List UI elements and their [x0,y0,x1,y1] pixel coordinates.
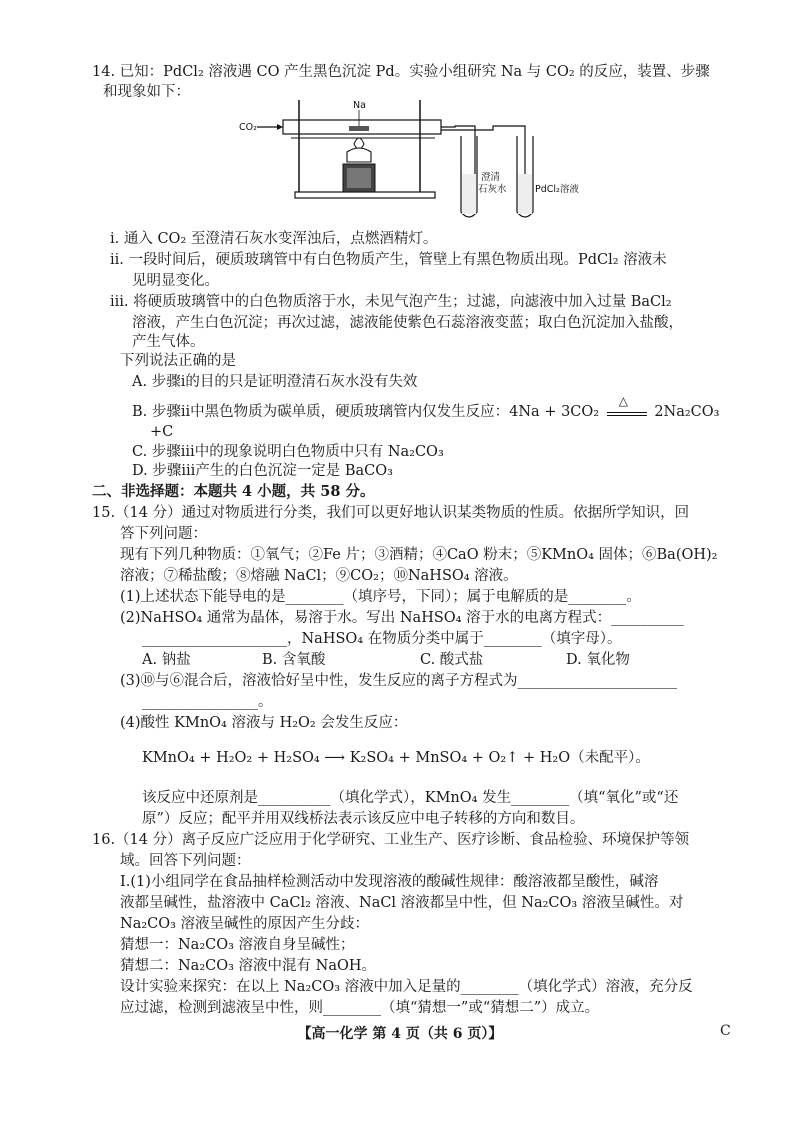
limewater-label-2: 石灰水 [478,184,507,195]
q15-part-3b: ________________。 [142,694,273,710]
q15-line-3: 现有下列几种物质：①氧气；②Fe 片；③酒精；④CaO 粉末；⑤KMnO₄ 固体；⑥Ba(OH)₂ [120,547,718,563]
q16-line-6: 设计实验来探究：在以上 Na₂CO₃ 溶液中加入足量的________（填化学式）溶液，充分反 [120,979,693,995]
q14-line-1: 14. 已知：PdCl₂ 溶液遇 CO 产生黑色沉淀 Pd。实验小组研究 Na 与 CO₂ 的反应，装置、步骤 [92,64,710,80]
q14-option-b-line1 [132,394,720,421]
q14-option-d: D. 步骤ⅲ产生的白色沉淀一定是 BaCO₃ [132,463,393,479]
apparatus-diagram [235,92,620,230]
q15-opt-b: B. 含氧酸 [262,652,326,668]
q14-step-3a: ⅲ. 将硬质玻璃管中的白色物质溶于水，未见气泡产生；过滤，向滤液中加入过量 BaCl₂ [110,294,672,310]
q14-option-a: A. 步骤ⅰ的目的只是证明澄清石灰水没有失效 [132,374,418,390]
q16-line-7: 应过滤，检测到滤液呈中性，则________（填“猜想一”或“猜想二”）成立。 [120,1000,600,1016]
q16-line-5: Na₂CO₃ 溶液呈碱性的原因产生分歧： [120,916,370,932]
q16-line-4: 液都呈碱性，盐溶液中 CaCl₂ 溶液、NaCl 溶液都呈中性，但 Na₂CO₃ 溶液呈碱性。对 [120,895,684,911]
q15-part-4a: 该反应中还原剂是__________（填化学式），KMnO₄ 发生________（填“氧化”或“还 [142,790,679,806]
section-2-heading: 二、非选择题：本题共 4 小题，共 58 分。 [92,483,375,500]
q15-part-4: (4)酸性 KMnO₄ 溶液与 H₂O₂ 会发生反应： [120,715,408,731]
q16-line-3: Ⅰ.(1)小组同学在食品抽样检测活动中发现溶液的酸碱性规律：酸溶液都呈酸性，碱溶 [120,874,659,890]
q15-part-4b: 原”）反应；配平并用双线桥法表示该反应中电子转移的方向和数目。 [142,811,585,827]
q15-part-2b: ____________________，NaHSO₄ 在物质分类中属于________（填字母）。 [142,631,622,647]
co2-label: CO₂ [239,122,257,133]
pdcl2-label: PdCl₂溶液 [535,184,579,195]
q15-part-1: (1)上述状态下能导电的是________（填序号，下同）；属于电解质的是________。 [120,589,641,605]
q14-step-1: ⅰ. 通入 CO₂ 至澄清石灰水变浑浊后，点燃酒精灯。 [110,231,438,247]
q15-line-1: 15.（14 分）通过对物质进行分类，我们可以更好地认识某类物质的性质。依据所学知识，回 [92,505,690,521]
q14-option-b-line2: +C [150,424,174,440]
heating-arrow [607,394,647,416]
q14-option-b-text: B. 步骤ⅱ中黑色物质为碳单质，硬质玻璃管内仅发生反应：4Na + 3CO₂ [132,404,600,420]
na-label: Na [353,100,366,111]
paper-code: C [720,1023,731,1039]
q16-guess-2: 猜想二：Na₂CO₃ 溶液中混有 NaOH。 [120,958,377,974]
q14-option-b-product: 2Na₂CO₃ [654,404,720,420]
q14-step-3c: 产生气体。 [132,334,205,350]
q15-opt-d: D. 氧化物 [566,652,630,668]
limewater-label-1: 澄清 [481,172,501,183]
heat-symbol: △ [618,394,628,408]
page-footer: 【高一化学 第 4 页（共 6 页）】 [297,1026,503,1042]
q16-guess-1: 猜想一：Na₂CO₃ 溶液自身呈碱性； [120,937,355,953]
q14-step-2b: 见明显变化。 [132,273,219,289]
q15-line-4: 溶液；⑦稀盐酸；⑧熔融 NaCl；⑨CO₂；⑩NaHSO₄ 溶液。 [120,568,518,584]
q14-option-c: C. 步骤ⅲ中的现象说明白色物质中只有 Na₂CO₃ [132,444,444,460]
q15-opt-a: A. 钠盐 [142,652,191,668]
q14-line-2: 和现象如下： [103,84,190,100]
q15-part-3a: (3)⑩与⑥混合后，溶液恰好呈中性，发生反应的离子方程式为______________________ [120,673,678,689]
q14-prompt: 下列说法正确的是 [120,353,236,369]
q15-line-2: 答下列问题： [120,526,207,542]
q14-step-2a: ⅱ. 一段时间后，硬质玻璃管中有白色物质产生，管壁上有黑色物质出现。PdCl₂ 溶液未 [110,252,667,268]
q15-part-2a: (2)NaHSO₄ 通常为晶体，易溶于水。写出 NaHSO₄ 溶于水的电离方程式：__________ [120,610,684,626]
q16-line-1: 16.（14 分）离子反应广泛应用于化学研究、工业生产、医疗诊断、食品检验、环境保护等领 [92,832,690,848]
q14-step-3b: 溶液，产生白色沉淀；再次过滤，滤液能使紫色石蕊溶液变蓝；取白色沉淀加入盐酸， [132,315,683,331]
q15-opt-c: C. 酸式盐 [420,652,484,668]
q16-line-2: 域。回答下列问题： [120,853,251,869]
q15-equation: KMnO₄ + H₂O₂ + H₂SO₄ ⟶ K₂SO₄ + MnSO₄ + O₂↑ + H₂O（未配平）。 [142,750,650,766]
